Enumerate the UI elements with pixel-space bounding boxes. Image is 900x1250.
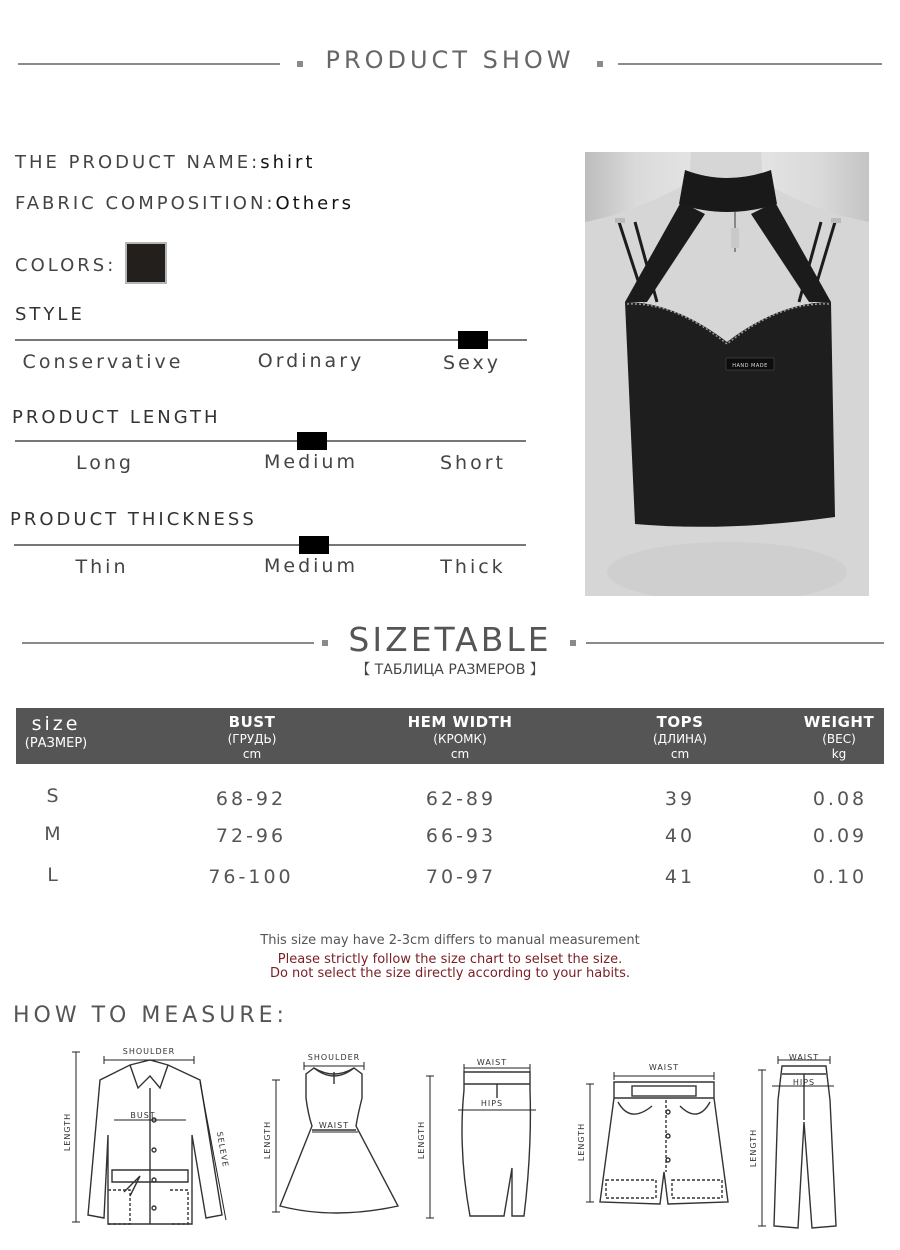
skirt-hips-label: HIPS [480,1099,504,1108]
jacket-shoulder-label: SHOULDER [122,1047,176,1056]
shorts-waist-label: WAIST [648,1063,680,1072]
size-table-header [16,708,884,764]
product-name-label: THE PRODUCT NAME: [15,152,261,173]
thickness-scale-line [14,544,526,546]
how-to-measure-title: HOW TO MEASURE: [13,1003,288,1028]
sizetable-dot-right [570,640,576,646]
style-label: STYLE [15,304,85,325]
skirt-waist-label: WAIST [476,1058,508,1067]
header-dot-right [597,61,603,67]
length-scale-line [15,440,526,442]
product-name-row [15,152,315,173]
dress-length-label: LENGTH [263,1120,272,1160]
header-size-sub: (РАЗМЕР) [24,736,88,751]
tops-cell: 39 [664,788,696,810]
length-label: PRODUCT LENGTH [12,407,221,428]
hem-cell: 62-89 [425,788,497,810]
header-tops-unit: cm [670,747,690,761]
pants-diagram [774,1066,836,1228]
thickness-marker [299,536,329,554]
shorts-diagram [600,1082,728,1204]
header-bust-main: BUST [228,713,276,731]
style-option-sexy: Sexy [443,352,501,374]
fabric-value: Others [275,193,354,214]
header-weight-unit: kg [831,747,847,761]
weight-cell: 0.09 [812,825,868,847]
hem-cell: 66-93 [425,825,497,847]
pants-length-label: LENGTH [749,1128,758,1168]
thickness-option-medium: Medium [264,555,358,577]
measurement-note: This size may have 2-3cm differs to manual measurement [260,933,640,948]
thickness-option-thick: Thick [440,556,506,578]
header-hem-unit: cm [450,747,470,761]
header-size [16,712,96,751]
length-option-long: Long [76,452,134,474]
header-weight-main: WEIGHT [803,713,875,731]
size-warning-1: Please strictly follow the size chart to selset the size. [277,952,623,967]
header-bust-sub: (ГРУДЬ) [227,732,277,746]
dress-waist-label: WAIST [318,1121,350,1130]
fabric-label: FABRIC COMPOSITION: [15,193,276,214]
tops-cell: 40 [664,825,696,847]
product-photo [585,152,869,596]
bust-cell: 72-96 [215,825,287,847]
sizetable-rule-right [586,642,884,644]
thickness-label: PRODUCT THICKNESS [10,509,257,530]
sizetable-title: SIZETABLE [348,620,552,659]
fabric-row [15,193,354,214]
header-tops-sub: (ДЛИНА) [653,732,707,746]
style-marker [458,331,488,349]
size-warning-2: Do not select the size directly according to your habits. [269,966,631,981]
header-tops-main: TOPS [656,713,704,731]
garment-label-text: HAND MADE [732,363,768,369]
hem-cell: 70-97 [425,866,497,888]
jacket-diagram [88,1060,222,1224]
length-option-short: Short [440,452,506,474]
dress-shoulder-label: SHOULDER [307,1053,361,1062]
colors-label: COLORS: [15,255,117,276]
tops-cell: 41 [664,866,696,888]
header-rule-right [618,63,882,65]
size-cell: L [47,864,61,886]
header-bust-unit: cm [242,747,262,761]
length-option-medium: Medium [264,451,358,473]
style-option-ordinary: Ordinary [257,350,365,372]
mannequin-top-illustration [585,152,869,596]
header-hem-width [390,712,530,762]
page-title: PRODUCT SHOW [325,46,575,74]
header-weight [784,712,894,762]
pants-hips-label: HIPS [792,1078,816,1087]
jacket-sleeve-label: SELEVE [214,1130,231,1169]
thickness-option-thin: Thin [75,556,129,578]
size-cell: S [46,785,62,807]
style-option-conservative: Conservative [22,351,184,373]
header-hem-sub: (КРОМК) [433,732,487,746]
bust-cell: 68-92 [215,788,287,810]
header-hem-main: HEM WIDTH [407,713,513,731]
header-tops [620,712,740,762]
bust-cell: 76-100 [208,866,294,888]
header-weight-sub: (ВЕС) [822,732,856,746]
header-bust [192,712,312,762]
weight-cell: 0.08 [812,788,868,810]
color-swatch-black[interactable] [125,242,167,284]
length-marker [297,432,327,450]
pants-waist-label: WAIST [788,1053,820,1062]
skirt-diagram [462,1072,530,1216]
skirt-length-label: LENGTH [417,1120,426,1160]
jacket-length-label: LENGTH [63,1112,72,1152]
product-name-value: shirt [260,152,316,173]
style-scale-line [15,339,527,341]
sizetable-subtitle: 【 ТАБЛИЦА РАЗМЕРОВ 】 [356,662,544,678]
shorts-length-label: LENGTH [577,1122,586,1162]
weight-cell: 0.10 [812,866,868,888]
jacket-bust-label: BUST [130,1111,156,1120]
size-cell: M [44,823,64,845]
dress-diagram [280,1068,398,1213]
measurement-diagrams [0,1040,900,1245]
header-size-main: size [31,713,81,735]
